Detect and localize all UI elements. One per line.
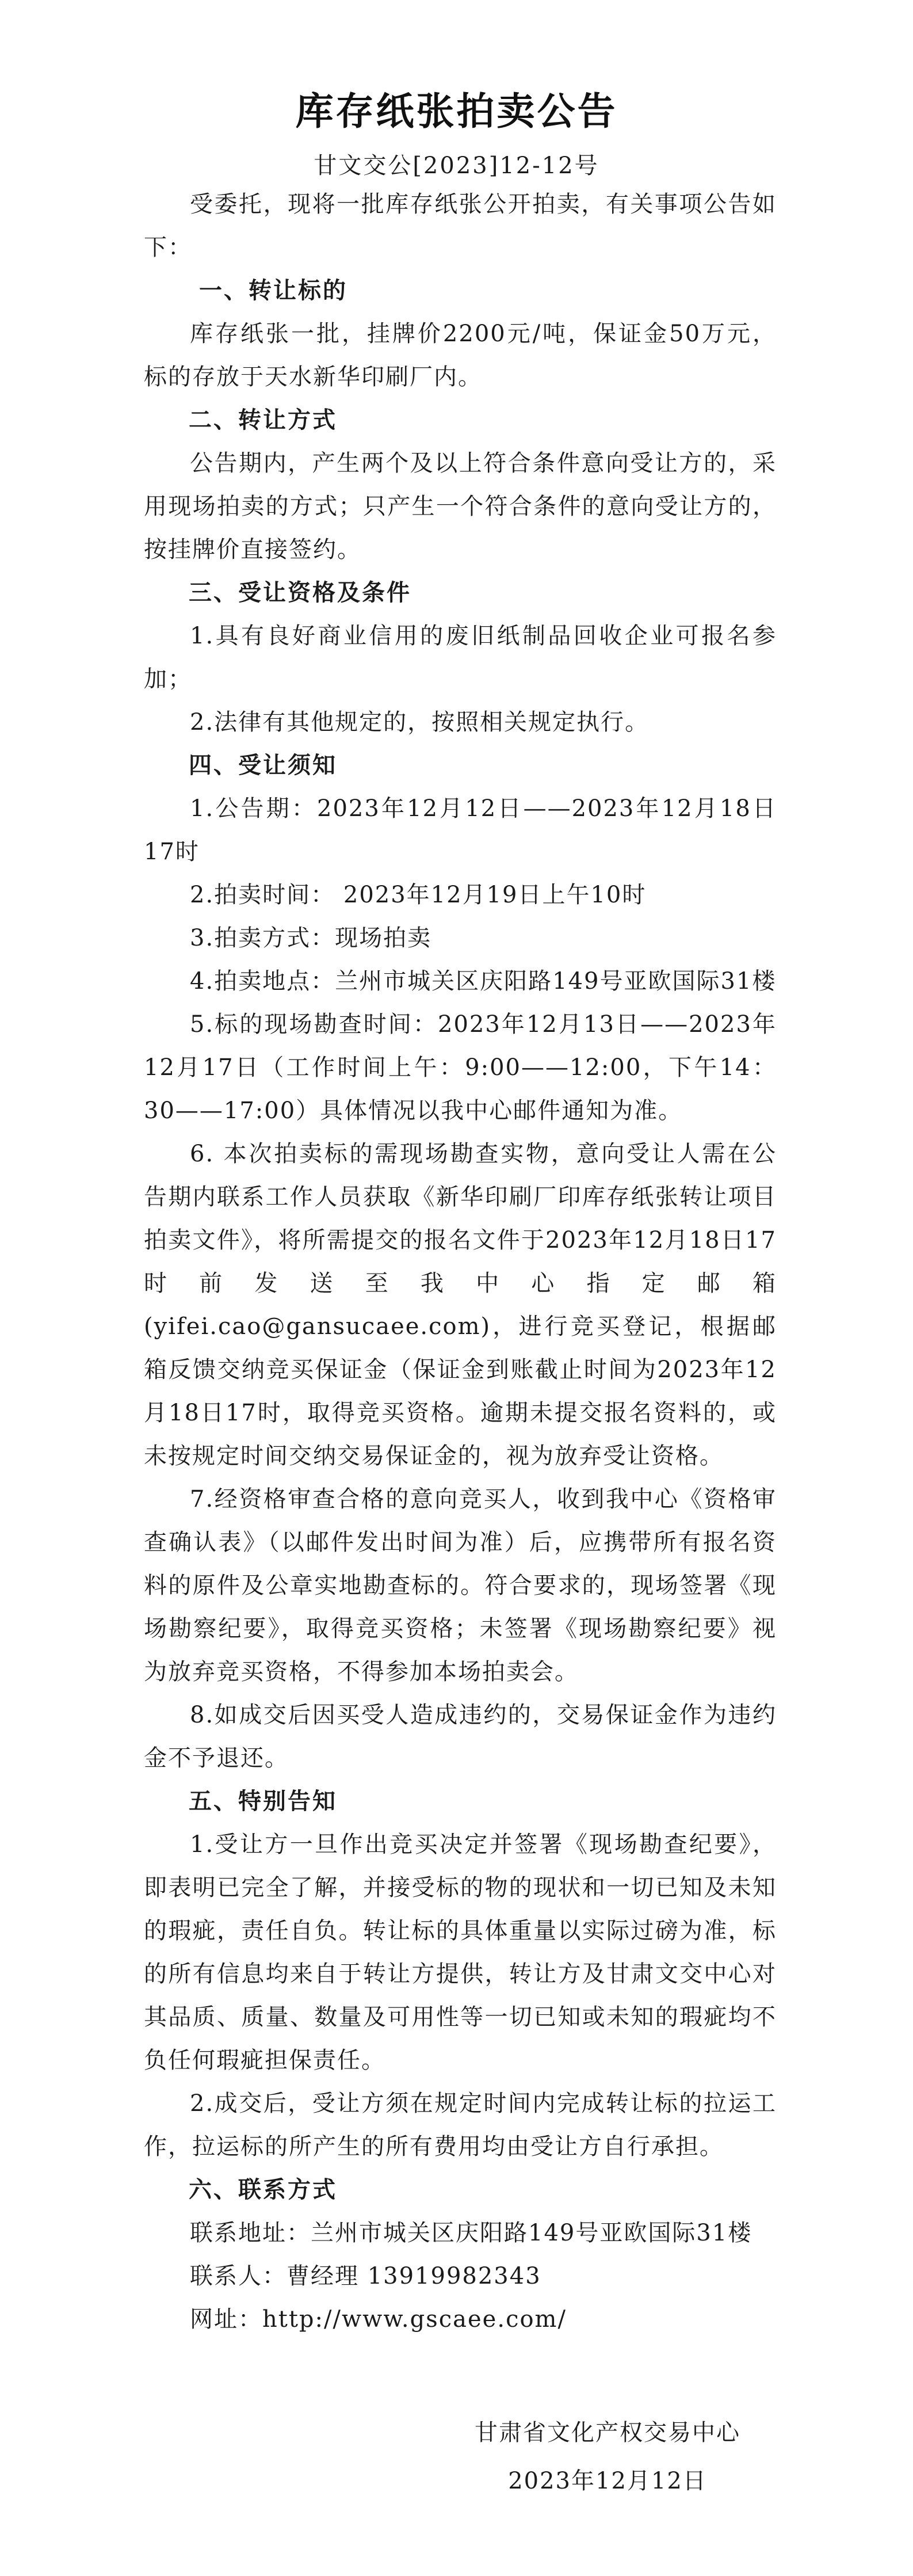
section-heading-method: 二、转让方式 [189, 407, 337, 433]
section-paragraph: 2.拍卖时间： 2023年12月19日上午10时 [190, 882, 647, 908]
section-heading-contact: 六、联系方式 [189, 2177, 337, 2203]
section-paragraph: 公告期内，产生两个及以上符合条件意向受让方的，采用现场拍卖的方式；只产生一个符合条件的意向受让方的，按挂牌价直接签约。 [144, 450, 777, 563]
document-number: 甘文交公[2023]12-12号 [314, 153, 599, 179]
section-paragraph: 4.拍卖地点：兰州市城关区庆阳路149号亚欧国际31楼 [190, 968, 777, 994]
section-paragraph: 库存纸张一批，挂牌价2200元/吨，保证金50万元，标的存放于天水新华印刷厂内。 [144, 321, 777, 390]
section-paragraph: 3.拍卖方式：现场拍卖 [190, 925, 432, 951]
section-heading-notice: 四、受让须知 [189, 752, 337, 779]
intro-paragraph: 受委托，现将一批库存纸张公开拍卖，有关事项公告如下： [144, 191, 777, 261]
contact-person: 联系人：曹经理 13919982343 [190, 2263, 541, 2289]
section-paragraph: 8.如成交后因买受人造成违约的，交易保证金作为违约金不予退还。 [144, 1702, 777, 1771]
section-paragraph: 2.法律有其他规定的，按照相关规定执行。 [190, 709, 650, 736]
section-paragraph: 5.标的现场勘查时间：2023年12月13日——2023年12月17日（工作时间上午：9:00——12:00，下午14：30——17:00）具体情况以我中心邮件通知为准。 [144, 1011, 777, 1124]
contact-address: 联系地址：兰州市城关区庆阳路149号亚欧国际31楼 [190, 2220, 752, 2246]
section-heading-subject: 一、转让标的 [199, 277, 347, 304]
section-paragraph: 6. 本次拍卖标的需现场勘查实物，意向受让人需在公告期内联系工作人员获取《新华印刷厂印库存纸张转让项目拍卖文件》，将所需提交的报名文件于2023年12月18日17时前发送至我中心指定邮箱(yifei.cao@gansucaee.com)，进行竞买登记，根据邮箱反馈交纳竞买保证金（保证金到账截止时间为2023年12月18日17时，取得竞买资格。逾期未提交报名资料的，或未按规定时间交纳交易保证金的，视为放弃受让资格。 [144, 1141, 777, 1469]
section-paragraph: 1.公告期：2023年12月12日——2023年12月18日17时 [144, 795, 777, 865]
signature-organization: 甘肃省文化产权交易中心 [475, 2419, 740, 2446]
section-paragraph: 7.经资格审查合格的意向竞买人，收到我中心《资格审查确认表》（以邮件发出时间为准）后，应携带所有报名资料的原件及公章实地勘查标的。符合要求的，现场签署《现场勘察纪要》，取得竞买资格；未签署《现场勘察纪要》视为放弃竞买资格，不得参加本场拍卖会。 [144, 1486, 777, 1685]
signature-block [475, 2409, 740, 2505]
section-paragraph: 1.具有良好商业信用的废旧纸制品回收企业可报名参加； [144, 623, 777, 692]
section-paragraph: 2.成交后，受让方须在规定时间内完成转让标的拉运工作，拉运标的所产生的所有费用均由受让方自行承担。 [144, 2090, 777, 2160]
section-heading-qualification: 三、受让资格及条件 [189, 580, 411, 606]
contact-website: 网址：http://www.gscaee.com/ [190, 2306, 567, 2333]
page-title: 库存纸张拍卖公告 [295, 89, 618, 134]
signature-date: 2023年12月12日 [508, 2468, 707, 2494]
section-heading-special-notice: 五、特别告知 [189, 1788, 337, 1815]
section-paragraph: 1.受让方一旦作出竞买决定并签署《现场勘查纪要》，即表明已完全了解，并接受标的物的现状和一切已知及未知的瑕疵，责任自负。转让标的具体重量以实际过磅为准，标的所有信息均来自于转让方提供，转让方及甘肃文交中心对其品质、质量、数量及可用性等一切已知或未知的瑕疵均不负任何瑕疵担保责任。 [144, 1831, 777, 2074]
announcement-body [144, 183, 777, 2341]
